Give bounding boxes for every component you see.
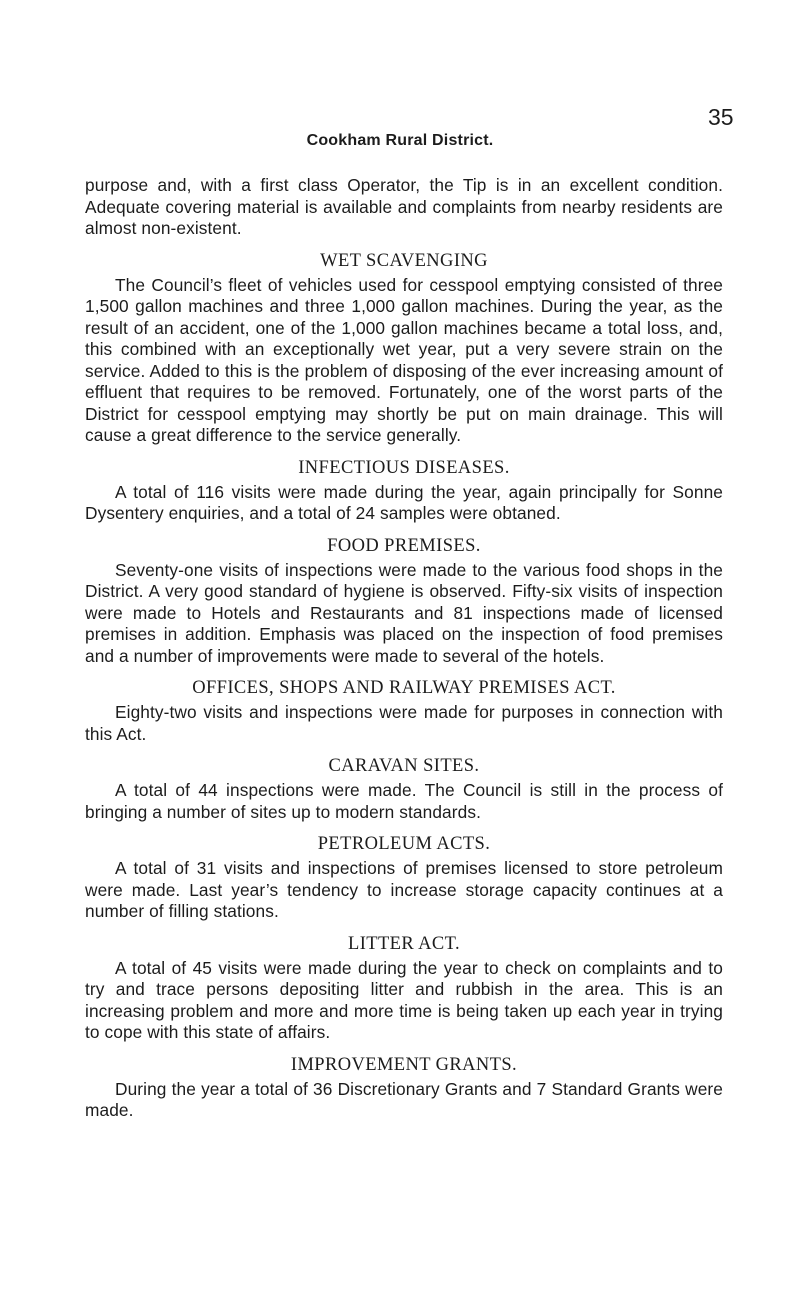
heading-caravan-sites: CARAVAN SITES. [328,756,480,776]
running-head: Cookham Rural District. [306,132,494,149]
paragraph-litter-act: A total of 45 visits were made during the year to check on complaints and to try and trace persons depositing litter and rubbish in the area. This is an increasing problem and more and more time is being taken up each year in trying to cope with this state of affairs. [85,957,723,1042]
paragraph-food-premises: Seventy-one visits of inspections were made to the various food shops in the District. A very good standard of hygiene is observed. Fifty-six visits of inspection were made to Hotels and Restaurants and 81 inspections made of licensed premises in addition. Emphasis was placed on the inspection of food premises and a number of improvements were made to several of the hotels. [85,559,723,666]
heading-litter-act: LITTER ACT. [348,933,460,954]
heading-food-premises: FOOD PREMISES. [327,535,481,556]
document-body [85,175,723,1122]
paragraph-offices-shops-railway: Eighty-two visits and inspections were made for purposes in connection with this Act. [85,702,723,744]
paragraph-infectious-diseases: A total of 116 visits were made during the year, again principally for Sonne Dysentery enquiries, and a total of 24 samples were obtaned. [85,481,723,523]
paragraph-caravan-sites: A total of 44 inspections were made. The Council is still in the process of bringing a number of sites up to modern standards. [85,780,723,822]
page-number: 35 [708,104,734,130]
paragraph-petroleum-acts: A total of 31 visits and inspections of premises licensed to store petroleum were made. Last year’s tendency to increase storage capacity continues at a number of filling stations. [85,858,723,921]
heading-infectious-diseases: INFECTIOUS DISEASES. [298,457,510,478]
paragraph-wet-scavenging: The Council’s fleet of vehicles used for cesspool emptying consisted of three 1,500 gallon machines and three 1,000 gallon machines. During the year, as the result of an accident, one of the 1,000 gallon machines became a total loss, and, this combined with an exceptionally wet year, put a very severe strain on the service. Added to this is the problem of disposing of the ever increasing amount of effluent that requires to be removed. Fortunately, one of the worst parts of the District for cesspool emptying may shortly be put on main drainage. This will cause a great difference to the service generally. [85,274,723,445]
paragraph-improvement-grants: During the year a total of 36 Discretionary Grants and 7 Standard Grants were made. [85,1078,723,1120]
heading-offices-shops-railway: OFFICES, SHOPS AND RAILWAY PREMISES ACT. [192,678,616,698]
heading-improvement-grants: IMPROVEMENT GRANTS. [290,1054,518,1075]
heading-wet-scavenging: WET SCAVENGING [320,250,488,271]
heading-petroleum-acts: PETROLEUM ACTS. [317,834,491,854]
paragraph-continuation: purpose and, with a first class Operator, the Tip is in an excellent condition. Adequate covering material is available and complaints from nearby residents are almost non-existent. [85,175,723,238]
